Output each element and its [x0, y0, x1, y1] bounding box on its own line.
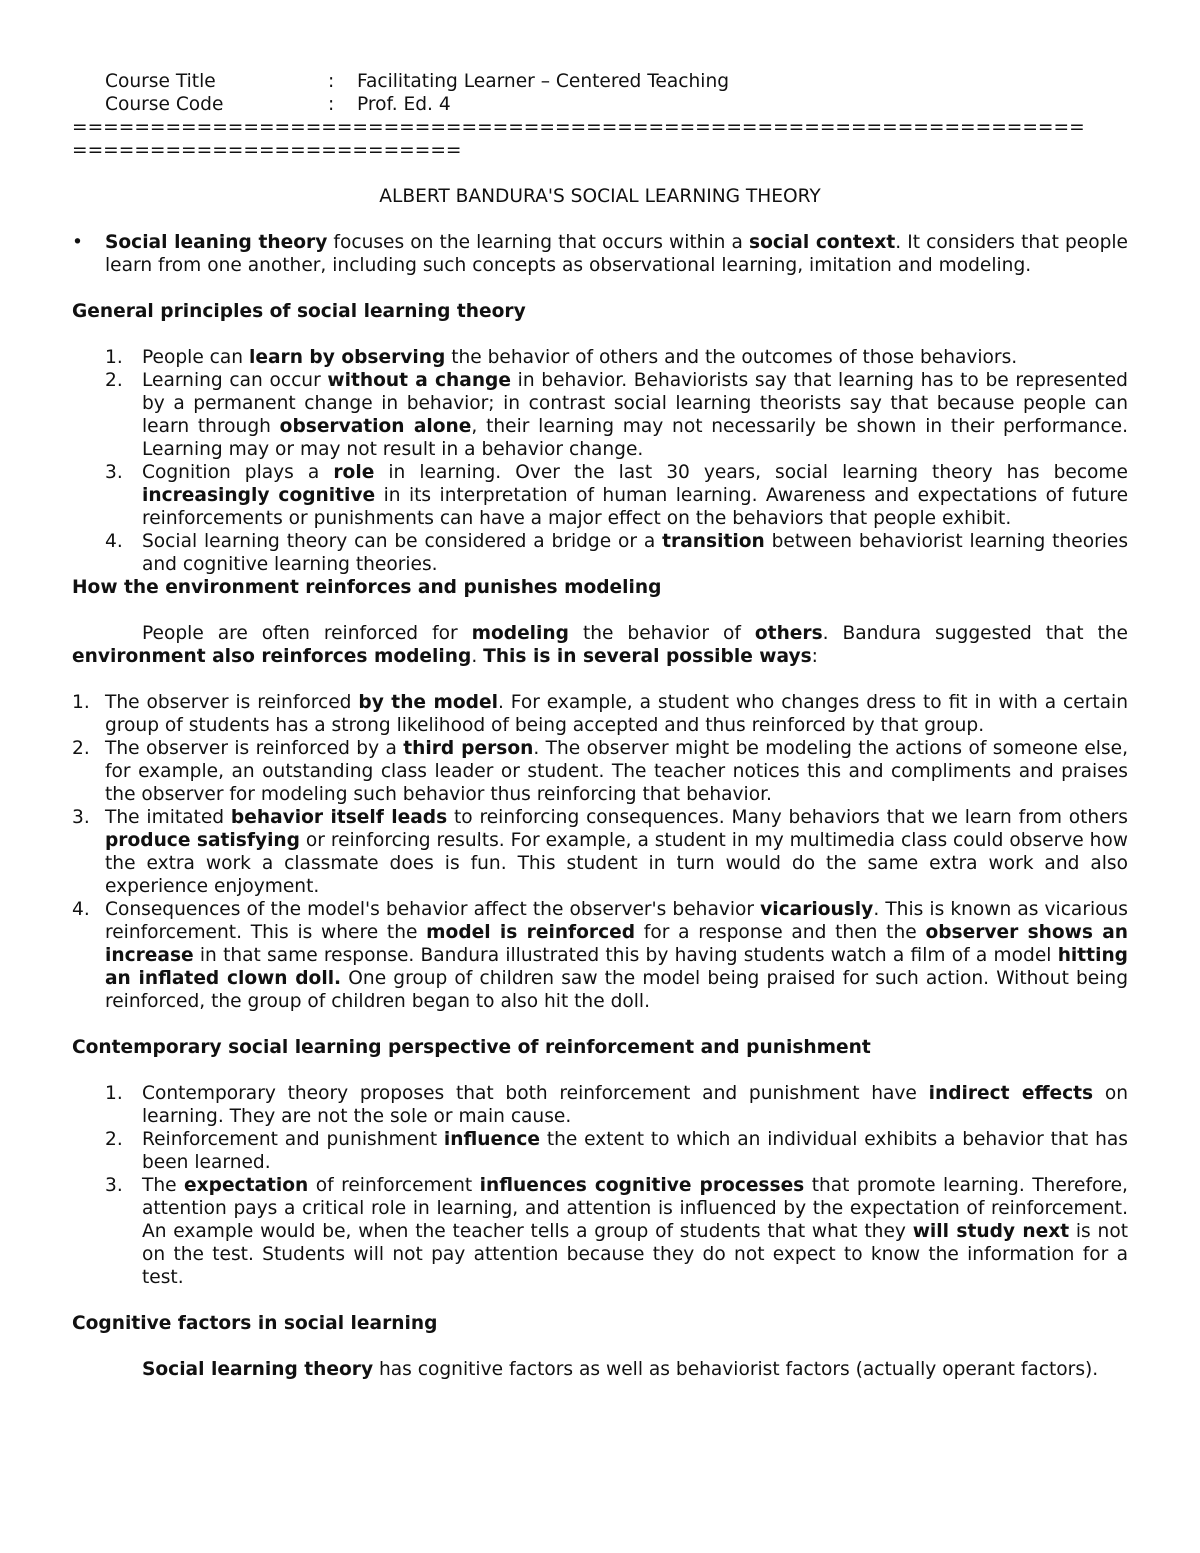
text-run: , their learning may not necessarily be shown in their performance. Learning may or may not result in a behavior change.: [142, 416, 1128, 460]
intro-text: [105, 231, 1128, 277]
list-item: [72, 898, 1128, 1013]
bold-text-run: increasingly cognitive: [142, 485, 376, 506]
text-run: One group of children saw the model being praised for such action. Without being reinforced, the group of children began to also hit the doll.: [105, 968, 1128, 1012]
text-run: . The observer might be modeling the actions of someone else, for example, an outstanding class leader or student. The teacher notices this and compliments and praises the observer for modeling such behavior thus reinforcing that behavior.: [105, 738, 1129, 805]
list-number: 2.: [72, 738, 90, 759]
list-number: 1.: [105, 347, 123, 368]
principles-list: [72, 346, 1128, 576]
text-run: in learning. Over the last 30 years, social learning theory has become: [374, 462, 1128, 483]
course-code-label: Course Code: [105, 94, 224, 115]
list-item: [72, 737, 1128, 806]
text-run: The observer is reinforced by a: [105, 738, 404, 759]
text-run: . This is known as vicarious reinforcement. This is where the: [105, 899, 1128, 943]
text-run: the behavior of others and the outcomes of those behaviors.: [445, 347, 1018, 368]
rule-line: =================================================================: [72, 117, 1085, 138]
text-run: between behaviorist learning theories and cognitive learning theories.: [142, 531, 1129, 575]
document-page: [72, 70, 1128, 1381]
list-item-text: [105, 691, 1128, 737]
text-run: . Bandura suggested that the: [822, 623, 1129, 644]
bold-text-run: observation alone: [279, 416, 472, 437]
bold-text-run: environment also reinforces modeling: [72, 646, 472, 667]
list-item-text: [142, 1082, 1128, 1128]
bold-text-run: will study next: [912, 1221, 1070, 1242]
list-item-text: [105, 898, 1128, 1013]
bold-text-run: role: [333, 462, 375, 483]
list-number: 4.: [105, 531, 123, 552]
text-run: of reinforcement: [308, 1175, 480, 1196]
text-run: Cognition plays a: [142, 462, 334, 483]
text-run: Contemporary theory proposes that both reinforcement and punishment have: [142, 1083, 929, 1104]
list-number: 3.: [105, 462, 123, 483]
list-item: [72, 346, 1128, 369]
text-run: . For example, a student who changes dress to fit in with a certain group of students has a strong likelihood of being accepted and thus reinforced by that group.: [105, 692, 1128, 736]
bold-text-run: modeling: [471, 623, 569, 644]
colon: :: [328, 94, 335, 115]
bold-text-run: model is reinforced: [426, 922, 636, 943]
text-run: People can: [142, 347, 249, 368]
text-run: for a response and then the: [635, 922, 926, 943]
list-item-text: [142, 461, 1128, 530]
bold-text-run: This is in several possible ways: [483, 646, 812, 667]
bold-text-run: third person: [403, 738, 534, 759]
list-number: 3.: [72, 807, 90, 828]
bold-text-run: hitting an inflated clown doll.: [105, 945, 1128, 989]
text-run: has cognitive factors as well as behaviorist factors (actually operant factors).: [373, 1359, 1099, 1380]
list-item-text: [142, 369, 1128, 461]
text-run: in that same response. Bandura illustrated this by having students watch a film of a model: [193, 945, 1058, 966]
bold-text-run: vicariously: [760, 899, 874, 920]
text-run: People are often reinforced for: [142, 623, 472, 644]
list-item: [72, 461, 1128, 530]
bold-text-run: Social leaning theory: [105, 232, 328, 253]
course-title-value: Facilitating Learner – Centered Teaching: [357, 71, 730, 92]
section-heading: Contemporary social learning perspective of reinforcement and punishment: [72, 1037, 871, 1058]
list-item: [72, 1082, 1128, 1128]
bold-text-run: influence: [443, 1129, 541, 1150]
section-heading: General principles of social learning theory: [72, 301, 526, 322]
list-number: 2.: [105, 1129, 123, 1150]
list-item-text: [105, 737, 1128, 806]
bold-text-run: without a change: [327, 370, 511, 391]
reinforcement-ways-list: [72, 691, 1128, 1013]
text-run: the extent to which an individual exhibits a behavior that has been learned.: [142, 1129, 1128, 1173]
course-title-row: [72, 70, 1128, 93]
intro-bullet: [72, 231, 1128, 277]
list-item: [72, 806, 1128, 898]
bold-text-run: observer shows an increase: [105, 922, 1128, 966]
text-run: on learning. They are not the sole or main cause.: [142, 1083, 1128, 1127]
text-run: The imitated: [105, 807, 231, 828]
list-item: [72, 1174, 1128, 1289]
list-item-text: [105, 806, 1128, 898]
list-number: 1.: [105, 1083, 123, 1104]
text-run: :: [811, 646, 818, 667]
text-run: in its interpretation of human learning. Awareness and expectations of future reinforcements or punishments can have a major effect on the behaviors that people exhibit.: [142, 485, 1129, 529]
list-number: 3.: [105, 1175, 123, 1196]
text-run: The observer is reinforced: [105, 692, 359, 713]
bold-text-run: transition: [662, 531, 765, 552]
bold-text-run: influences cognitive processes: [479, 1175, 805, 1196]
text-run: that promote learning. Therefore, attention pays a critical role in learning, and attention is influenced by the expectation of reinforcement. An example would be, when the teacher tells a group of students that what they: [142, 1175, 1128, 1242]
text-run: . It considers that people learn from one another, including such concepts as observational learning, imitation and modeling.: [105, 232, 1128, 276]
list-item: [72, 691, 1128, 737]
list-item-text: [142, 1174, 1128, 1289]
section-paragraph: [72, 622, 1128, 668]
course-code-row: [72, 93, 1128, 116]
list-number: 4.: [72, 899, 90, 920]
list-number: 2.: [105, 370, 123, 391]
bold-text-run: behavior itself leads: [230, 807, 448, 828]
list-item: [72, 369, 1128, 461]
section-heading: How the environment reinforces and punishes modeling: [72, 577, 662, 598]
list-item-text: [142, 530, 1128, 576]
text-run: Reinforcement and punishment: [142, 1129, 444, 1150]
list-item: [72, 1128, 1128, 1174]
rule-line: =========================: [72, 140, 462, 161]
text-run: Learning can occur: [142, 370, 328, 391]
text-run: the behavior of: [568, 623, 755, 644]
text-run: to reinforcing consequences. Many behaviors that we learn from others: [447, 807, 1128, 828]
bold-text-run: indirect effects: [928, 1083, 1094, 1104]
document-title: ALBERT BANDURA'S SOCIAL LEARNING THEORY: [379, 186, 821, 207]
section-heading: Cognitive factors in social learning: [72, 1313, 438, 1334]
bold-text-run: learn by observing: [249, 347, 446, 368]
course-title-label: Course Title: [105, 71, 216, 92]
text-run: or reinforcing results. For example, a student in my multimedia class could observe how the extra work a classmate does is fun. This student in turn would do the same extra work and also experience enjoyment.: [105, 830, 1128, 897]
list-item: [72, 530, 1128, 576]
text-run: The: [142, 1175, 185, 1196]
bold-text-run: Social learning theory: [142, 1359, 374, 1380]
bold-text-run: others: [754, 623, 823, 644]
course-code-value: Prof. Ed. 4: [357, 94, 451, 115]
section-paragraph: [72, 1358, 1128, 1381]
list-item-text: [142, 346, 1128, 369]
bold-text-run: produce satisfying: [105, 830, 300, 851]
list-item-text: [142, 1128, 1128, 1174]
text-run: in behavior. Behaviorists say that learning has to be represented by a permanent change in behavior; in contrast social learning theorists say that because people can learn through: [142, 370, 1128, 437]
contemporary-list: [72, 1082, 1128, 1289]
bold-text-run: social context: [749, 232, 896, 253]
text-run: Social learning theory can be considered a bridge or a: [142, 531, 663, 552]
list-number: 1.: [72, 692, 90, 713]
text-run: focuses on the learning that occurs within a: [327, 232, 750, 253]
bold-text-run: expectation: [184, 1175, 309, 1196]
bullet-icon: •: [72, 232, 83, 253]
text-run: is not on the test. Students will not pay attention because they do not expect to know the information for a test.: [142, 1221, 1128, 1288]
bold-text-run: by the model: [358, 692, 498, 713]
colon: :: [328, 71, 335, 92]
text-run: .: [471, 646, 484, 667]
text-run: Consequences of the model's behavior affect the observer's behavior: [105, 899, 761, 920]
